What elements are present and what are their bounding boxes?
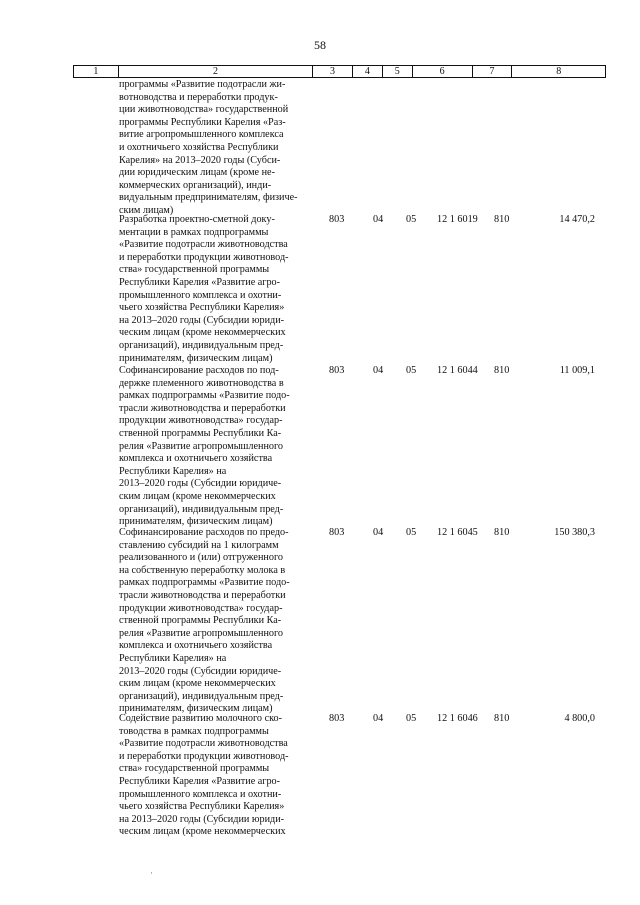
description-line: ственной программы Республики Ка-: [119, 615, 282, 627]
description-line: чьего хозяйства Республики Карелия»: [119, 801, 285, 813]
row-value-col-4: 04: [373, 713, 384, 724]
row-description: [119, 713, 324, 839]
header-col-2: 2: [119, 66, 313, 77]
description-line: ции животноводства» государственной: [119, 104, 289, 116]
row-value-col-3: 803: [329, 527, 345, 538]
description-line: релия «Развитие агропромышленного: [119, 440, 284, 452]
description-line: Республики Карелия «Развитие агро-: [119, 276, 281, 288]
description-line: видуальным предпринимателям, физиче-: [119, 192, 298, 204]
description-line: вотноводства и переработки продук-: [119, 91, 278, 103]
description-line: держке племенного животноводства в: [119, 377, 284, 389]
description-line: принимателям, физическим лицам): [119, 703, 273, 715]
row-description: [119, 365, 324, 529]
description-line: витие агропромышленного комплекса: [119, 129, 284, 141]
description-line: принимателям, физическим лицам): [119, 516, 273, 528]
header-col-6: 6: [413, 66, 473, 77]
scan-mark: ·: [150, 868, 153, 878]
description-line: Разработка проектно-сметной доку-: [119, 214, 275, 225]
row-value-col-5: 05: [406, 214, 417, 225]
row-value-col-5: 05: [406, 527, 417, 538]
row-value-col-5: 05: [406, 365, 417, 376]
row-value-col-7: 810: [494, 527, 510, 538]
description-line: продукции животноводства» государ-: [119, 602, 283, 614]
row-value-col-7: 810: [494, 365, 510, 376]
table-header-row: [73, 65, 606, 78]
description-line: на собственную переработку молока в: [119, 564, 286, 576]
row-description: [119, 79, 324, 218]
description-line: 2013–2020 годы (Субсидии юридиче-: [119, 665, 282, 677]
description-line: принимателям, физическим лицам): [119, 352, 273, 364]
description-line: на 2013–2020 годы (Субсидии юриди-: [119, 813, 285, 825]
description-line: ческим лицам (кроме некоммерческих: [119, 327, 286, 339]
row-value-col-5: 05: [406, 713, 417, 724]
description-line: ским лицам): [119, 204, 174, 216]
description-line: трасли животноводства и переработки: [119, 402, 286, 414]
description-line: на 2013–2020 годы (Субсидии юриди-: [119, 314, 285, 326]
description-line: чьего хозяйства Республики Карелия»: [119, 302, 285, 314]
header-col-1: 1: [74, 66, 119, 77]
row-value-col-8: 4 800,0: [564, 713, 595, 724]
row-value-col-8: 14 470,2: [559, 214, 595, 225]
description-line: рамках подпрограммы «Развитие подо-: [119, 390, 290, 402]
description-line: ства» государственной программы: [119, 763, 270, 775]
row-value-col-8: 11 009,1: [559, 365, 595, 376]
description-line: Республики Карелия» на: [119, 465, 227, 477]
row-value-col-8: 150 380,3: [554, 527, 595, 538]
row-value-col-7: 810: [494, 713, 510, 724]
row-value-col-4: 04: [373, 527, 384, 538]
description-line: Карелия» на 2013–2020 годы (Субси-: [119, 154, 281, 166]
description-line: и переработки продукции животновод-: [119, 251, 289, 263]
row-description: [119, 527, 324, 716]
description-line: ским лицам (кроме некоммерческих: [119, 678, 276, 690]
description-line: организаций), индивидуальным пред-: [119, 503, 284, 515]
description-line: коммерческих организаций), инди-: [119, 179, 272, 191]
description-line: ментации в рамках подпрограммы: [119, 226, 269, 238]
description-line: промышленного комплекса и охотни-: [119, 788, 282, 800]
description-line: дии юридическим лицам (кроме не-: [119, 167, 275, 179]
description-line: Республики Карелия «Развитие агро-: [119, 775, 281, 787]
row-value-col-4: 04: [373, 214, 384, 225]
header-col-7: 7: [473, 66, 513, 77]
description-line: ственной программы Республики Ка-: [119, 427, 282, 439]
header-col-3: 3: [313, 66, 353, 77]
description-line: комплекса и охотничьего хозяйства: [119, 453, 273, 465]
row-value-col-3: 803: [329, 214, 345, 225]
description-line: продукции животноводства» государ-: [119, 415, 283, 427]
description-line: «Развитие подотрасли животноводства: [119, 738, 288, 750]
row-description: [119, 214, 324, 365]
header-col-5: 5: [383, 66, 413, 77]
description-line: Софинансирование расходов по под-: [119, 365, 279, 376]
row-value-col-4: 04: [373, 365, 384, 376]
description-line: рамках подпрограммы «Развитие подо-: [119, 577, 290, 589]
description-line: программы «Развитие подотрасли жи-: [119, 79, 286, 90]
row-value-col-3: 803: [329, 365, 345, 376]
description-line: товодства в рамках подпрограммы: [119, 725, 269, 737]
description-line: трасли животноводства и переработки: [119, 589, 286, 601]
page-number: 58: [314, 38, 326, 52]
description-line: комплекса и охотничьего хозяйства: [119, 640, 273, 652]
description-line: ческим лицам (кроме некоммерческих: [119, 826, 286, 838]
description-line: реализованного и (или) отгруженного: [119, 552, 283, 564]
row-value-col-6: 12 1 6044: [437, 365, 478, 376]
description-line: Софинансирование расходов по предо-: [119, 527, 289, 538]
row-value-col-3: 803: [329, 713, 345, 724]
description-line: и охотничьего хозяйства Республики: [119, 141, 279, 153]
description-line: Республики Карелия» на: [119, 652, 227, 664]
description-line: ским лицам (кроме некоммерческих: [119, 490, 276, 502]
description-line: Содействие развитию молочного ско-: [119, 713, 283, 724]
row-value-col-7: 810: [494, 214, 510, 225]
header-col-8: 8: [556, 66, 562, 77]
description-line: релия «Развитие агропромышленного: [119, 627, 284, 639]
row-value-col-6: 12 1 6019: [437, 214, 478, 225]
description-line: и переработки продукции животновод-: [119, 750, 289, 762]
description-line: промышленного комплекса и охотни-: [119, 289, 282, 301]
row-value-col-6: 12 1 6046: [437, 713, 478, 724]
description-line: ставлению субсидий на 1 килограмм: [119, 539, 279, 551]
description-line: организаций), индивидуальным пред-: [119, 339, 284, 351]
description-line: 2013–2020 годы (Субсидии юридиче-: [119, 478, 282, 490]
description-line: «Развитие подотрасли животноводства: [119, 239, 288, 251]
description-line: организаций), индивидуальным пред-: [119, 690, 284, 702]
description-line: ства» государственной программы: [119, 264, 270, 276]
header-col-4: 4: [353, 66, 383, 77]
description-line: программы Республики Карелия «Раз-: [119, 116, 286, 128]
row-value-col-6: 12 1 6045: [437, 527, 478, 538]
